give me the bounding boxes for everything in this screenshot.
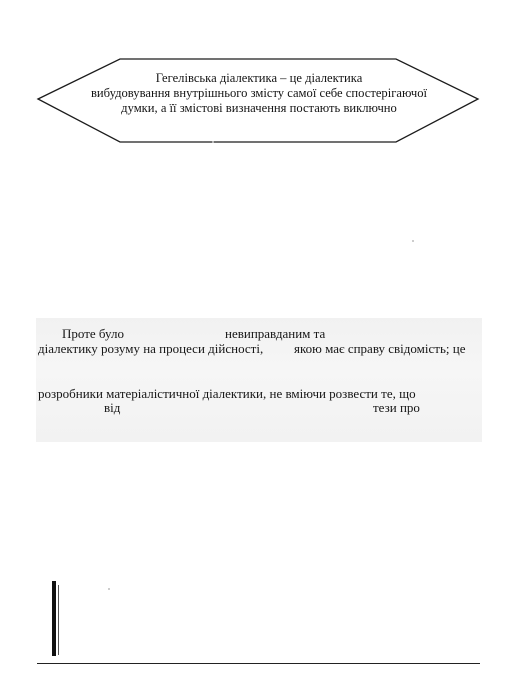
margin-bar-thin xyxy=(58,585,59,655)
scan-speck xyxy=(108,588,110,590)
hexagon-text xyxy=(84,71,434,116)
paragraph-fragment: розробники матеріалістичної діалектики, не вміючи розвести те, що xyxy=(38,386,416,401)
hexagon-line: Гегелівська діалектика – це діалектика xyxy=(155,71,363,85)
paragraph-fragment: невиправданим та xyxy=(225,326,326,341)
scan-speck xyxy=(212,141,214,143)
definition-hexagon xyxy=(36,56,480,146)
paragraph-fragment: тези про xyxy=(373,400,420,415)
paragraph-fragment: діалектику розуму на процеси дійсності, xyxy=(38,341,264,356)
footer-rule xyxy=(37,663,480,664)
margin-bar xyxy=(52,581,56,656)
paragraph-fragment: якою має справу свідомість; це xyxy=(294,341,466,356)
hexagon-line: вибудовування внутрішнього змісту самої себе спостерігаючої xyxy=(90,86,428,100)
scan-speck xyxy=(412,240,414,242)
paragraph-fragment: від xyxy=(104,400,121,415)
hexagon-line: думки, а її змістові визначення постають виключно xyxy=(121,101,397,115)
paragraph-fragment: Проте було xyxy=(62,326,124,341)
